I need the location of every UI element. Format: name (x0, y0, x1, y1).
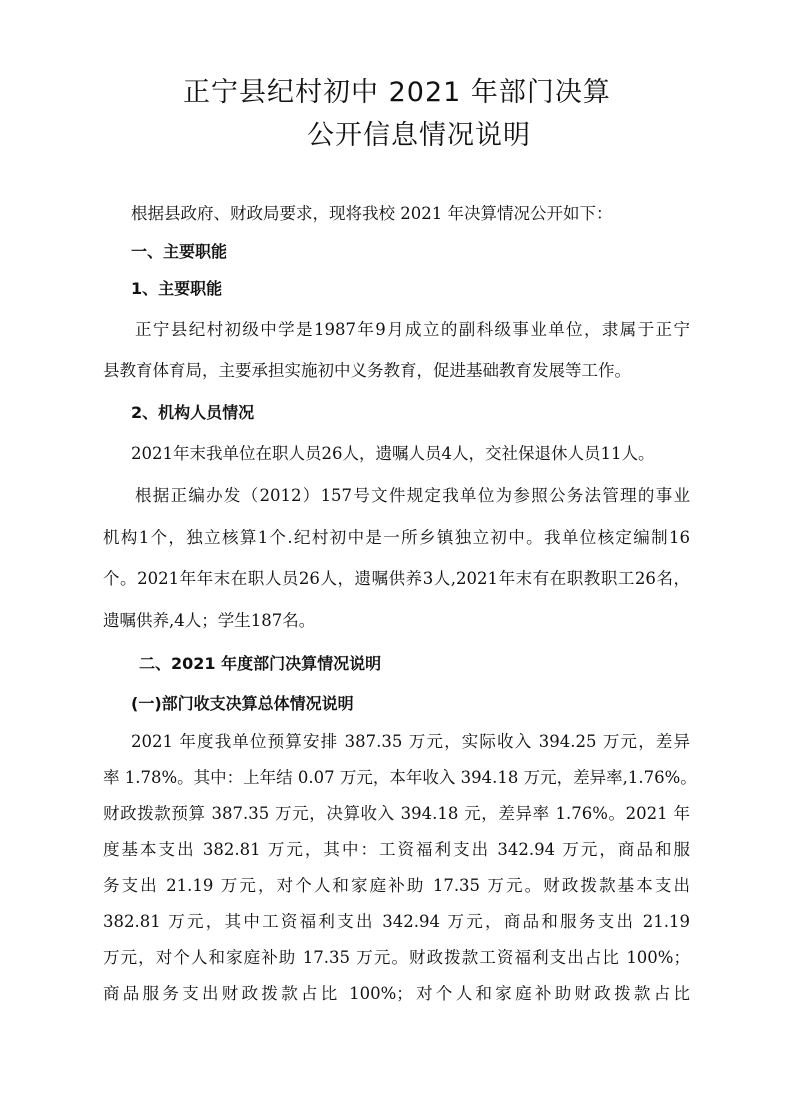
section-1-2-heading: 2、机构人员情况 (131, 403, 255, 422)
paragraph-line: 根据正编办发（2012）157号文件规定我单位为参照公务法管理的事业 (135, 486, 690, 505)
paragraph-line: 个。2021年年末在职人员26人，遗嘱供养3人,2021年末有在职教职工26名， (103, 569, 690, 588)
paragraph-line: 度基本支出 382.81 万元，其中：工资福利支出 342.94 万元，商品和服 (103, 840, 690, 859)
paragraph-line: 务支出 21.19 万元，对个人和家庭补助 17.35 万元。财政拨款基本支出 (103, 876, 690, 895)
intro-paragraph: 根据县政府、财政局要求，现将我校 2021 年决算情况公开如下： (131, 204, 613, 223)
paragraph-line: 2021 年度我单位预算安排 387.35 万元，实际收入 394.25 万元，差异 (131, 732, 690, 751)
paragraph-line: 正宁县纪村初级中学是1987年9月成立的副科级事业单位，隶属于正宁 (135, 320, 690, 339)
document-title-line-2: 公开信息情况说明 (307, 120, 531, 151)
paragraph-line: 遗嘱供养,4人；学生187名。 (103, 611, 316, 630)
paragraph-line: 2021年末我单位在职人员26人，遗嘱人员4人，交社保退休人员11人。 (131, 444, 655, 463)
paragraph-line: 万元，对个人和家庭补助 17.35 万元。财政拨款工资福利支出占比 100%； (103, 948, 690, 967)
section-1-1-heading: 1、主要职能 (131, 279, 223, 298)
paragraph-line: 财政拨款预算 387.35 万元，决算收入 394.18 元，差异率 1.76%。2021 年 (103, 804, 690, 823)
section-2-heading: 二、2021 年度部门决算情况说明 (139, 654, 382, 673)
section-1-heading: 一、主要职能 (131, 242, 228, 261)
paragraph-line: 县教育体育局，主要承担实施初中义务教育，促进基础教育发展等工作。 (103, 361, 631, 380)
section-2-1-heading: (一)部门收支决算总体情况说明 (131, 694, 354, 713)
paragraph-line: 商品服务支出财政拨款占比 100%；对个人和家庭补助财政拨款占比 (103, 984, 690, 1003)
paragraph-line: 率 1.78%。其中：上年结 0.07 万元，本年收入 394.18 万元，差异率,1.76%。 (103, 768, 697, 787)
paragraph-line: 机构1个，独立核算1个.纪村初中是一所乡镇独立初中。我单位核定编制16 (103, 528, 690, 547)
paragraph-line: 382.81 万元，其中工资福利支出 342.94 万元，商品和服务支出 21.19 (103, 912, 690, 931)
document-title-line-1: 正宁县纪村初中 2021 年部门决算 (183, 77, 611, 108)
